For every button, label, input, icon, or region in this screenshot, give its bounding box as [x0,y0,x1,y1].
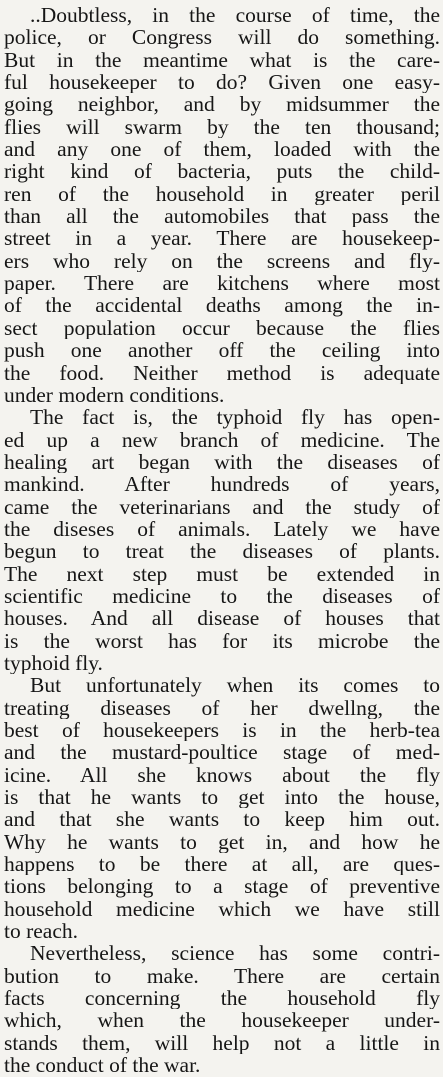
text-line: paper. There are kitchens where most [4,272,440,295]
text-line: Nevertheless, science has some contri- [30,942,440,965]
text-line: household medicine which we have still [4,897,440,921]
text-line: houses. And all disease of houses that [4,607,440,630]
text-line: flies will swarm by the ten thousand; [4,115,440,139]
text-line: scientific medicine to the diseases of [4,584,440,608]
text-line: right kind of bacteria, puts the child- [4,160,440,183]
text-line: The fact is, the typhoid fly has open- [30,406,440,429]
text-line: icine. All she knows about the fly [4,763,440,787]
text-line: is that he wants to get into the house, [4,786,440,809]
paragraph-4 [4,942,440,1076]
text-line: best of housekeepers is in the herb-tea [4,719,440,742]
paragraph-3 [4,674,440,942]
text-line: under modern conditions. [4,383,225,407]
text-line: came the veterinarians and the study of [4,495,440,518]
text-line: street in a year. There are housekeep- [4,227,440,250]
text-line: typhoid fly. [4,651,103,675]
paragraph-2 [4,406,440,674]
text-line: Why he wants to get in, and how he [4,830,440,854]
text-line: mankind. After hundreds of years, [4,473,440,496]
text-line: and that she wants to keep him out. [4,808,440,831]
text-line: ed up a new branch of medicine. The [4,428,440,451]
text-line: sect population occur because the flies [4,316,440,340]
text-line: going neighbor, and by midsummer the [4,93,440,116]
text-line: ..Doubtless, in the course of time, the [30,4,440,27]
text-line: begun to treat the diseases of plants. [4,540,440,563]
text-line: ful housekeeper to do? Given one easy- [4,71,440,94]
text-line: of the accidental deaths among the in- [4,294,440,317]
text-line: than all the automobiles that pass the [4,205,440,228]
text-line: facts concerning the household fly [4,987,440,1010]
text-line: push one another off the ceiling into [4,339,440,362]
text-line: and the mustard-poultice stage of med- [4,741,440,764]
text-line: the conduct of the war. [4,1054,201,1077]
text-line: tions belonging to a stage of preventive [4,875,440,898]
text-line: the diseses of animals. Lately we have [4,517,440,541]
text-line: bution to make. There are certain [4,964,440,988]
text-line: stands them, will help not a little in [4,1031,440,1055]
text-line: the food. Neither method is adequate [4,361,440,384]
text-line: treating diseases of her dwellng, the [4,696,440,719]
text-line: But in the meantime what is the care- [4,48,440,72]
text-line: happens to be there at all, are ques- [4,853,440,876]
text-line: police, or Congress will do something. [4,26,440,49]
text-line: to reach. [4,920,79,943]
text-line: ren of the household in greater peril [4,182,440,206]
text-line: The next step must be extended in [4,562,440,585]
text-line: ers who rely on the screens and fly- [4,249,440,273]
text-line: and any one of them, loaded with the [4,138,440,161]
text-line: But unfortunately when its comes to [30,674,440,697]
text-line: which, when the housekeeper under- [4,1009,440,1032]
text-line: healing art began with the diseases of [4,450,440,474]
paragraph-1 [4,4,440,406]
text-line: is the worst has for its microbe the [4,629,440,652]
